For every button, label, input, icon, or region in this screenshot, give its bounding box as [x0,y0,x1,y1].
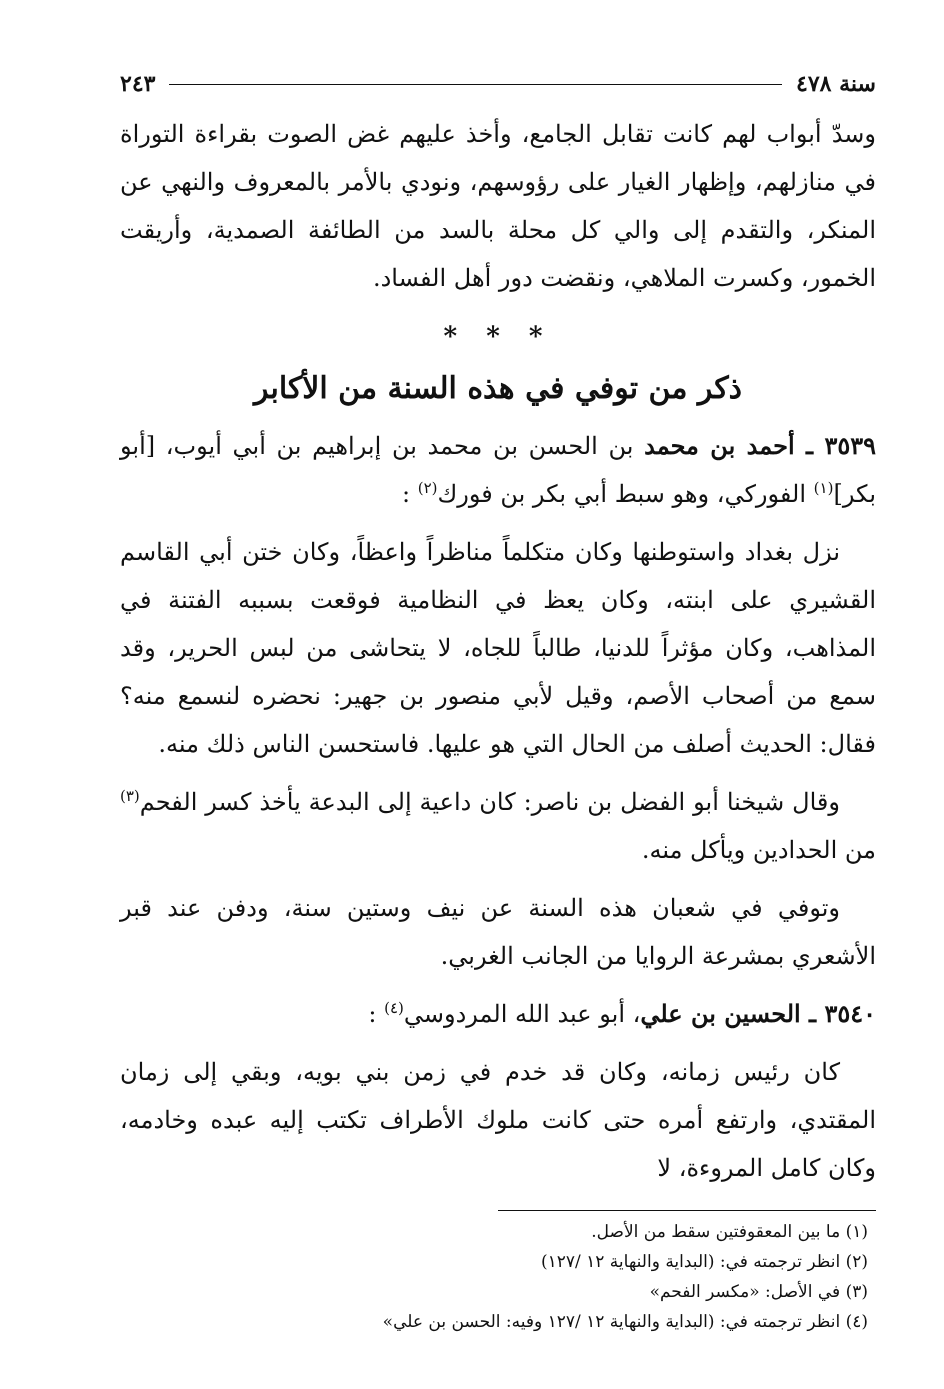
entry-paragraph-quote [120,778,876,874]
footnote-rule [498,1210,876,1211]
entry-number-name: ٣٥٣٩ ـ أحمد بن محمد [644,431,876,460]
footnote-2: (٢) انظر ترجمته في: (البداية والنهاية ١٢ /١٢٧) [540,1252,868,1272]
footnote-ref-4[interactable]: (٤) [384,999,404,1017]
footnote-4: (٤) انظر ترجمته في: (البداية والنهاية ١٢ /١٢٧ وفيه: الحسن بن علي» [382,1312,868,1332]
entry-number-name: ٣٥٤٠ ـ الحسين بن علي [640,999,876,1028]
quote-text-cont: من الحدادين ويأكل منه. [641,836,876,864]
section-separator: * * * [443,322,553,352]
entry-paragraph: نزل بغداد واستوطنها وكان متكلماً مناظراً واعظاً، وكان ختن أبي القاسم القشيري على ابنته، وكان يعظ في النظامية فوقعت بسببه الفتنة في المذاهب، وكان مؤثراً للدنيا، طالباً للجاه، لا يتحاشى من لبس الحرير، وقد سمع من أصحاب الأصم، وقيل لأبي منصور بن جهير: نحضره لنسمع منه؟ فقال: الحديث أصلف من الحال التي هو عليها. فاستحسن الناس ذلك منه. [120,538,877,758]
entry-paragraph-death: وتوفي في شعبان هذه السنة عن نيف وستين سنة، ودفن عند قبر الأشعري بمشرعة الروايا من الجانب الغربي. [120,894,876,970]
entry-heading-3539 [120,422,876,518]
entry-colon: : [401,480,411,508]
main-text [120,110,876,1192]
entry-lineage-cont: الفوركي، وهو سبط أبي بكر بن فورك [437,480,814,508]
header-year: سنة ٤٧٨ [796,71,876,97]
quote-text: وقال شيخنا أبو الفضل بن ناصر: كان داعية إلى البدعة يأخذ كسر الفحم [139,788,840,816]
footnote-ref-1[interactable]: (١) [813,479,834,497]
opening-paragraph: وسدّ أبواب لهم كانت تقابل الجامع، وأخذ عليهم غض الصوت بقراءة التوراة في منازلهم، وإظهار الغيار على رؤوسهم، ونودي بالأمر بالمعروف والنهي عن المنكر، والتقدم إلى والي كل محلة بالسد من الطائفة الصمدية، وأريقت الخمور، وكسرت الملاهي، ونقضت دور أهل الفساد. [120,120,876,292]
footnote-1: (١) ما بين المعقوفتين سقط من الأصل. [591,1222,868,1242]
entry-lineage: ، أبو عبد الله المردوسي [403,1000,641,1028]
footnote-ref-2[interactable]: (٢) [417,479,438,497]
section-title: ذكر من توفي في هذه السنة من الأكابر [253,371,743,406]
footnote-ref-3[interactable]: (٣) [120,787,140,805]
entry-paragraph: كان رئيس زمانه، وكان قد خدم في زمن بني بويه، وبقي إلى زمان المقتدي، وارتفع أمره حتى كانت ملوك الأطراف تكتب إليه عبده وخادمه، وكان كامل المروءة، لا [120,1058,876,1182]
page-number: ٢٤٣ [120,71,156,97]
footnote-3: (٣) في الأصل: «مكسر الفحم» [649,1282,868,1302]
header-rule [169,84,782,85]
entry-heading-3540 [120,990,876,1038]
running-header [120,64,876,104]
footnotes [120,1217,876,1337]
entry-lineage: بن الحسن بن محمد بن إبراهيم بن أبي أيوب، [أبو بكر] [120,432,876,508]
entry-colon: : [368,1000,377,1028]
